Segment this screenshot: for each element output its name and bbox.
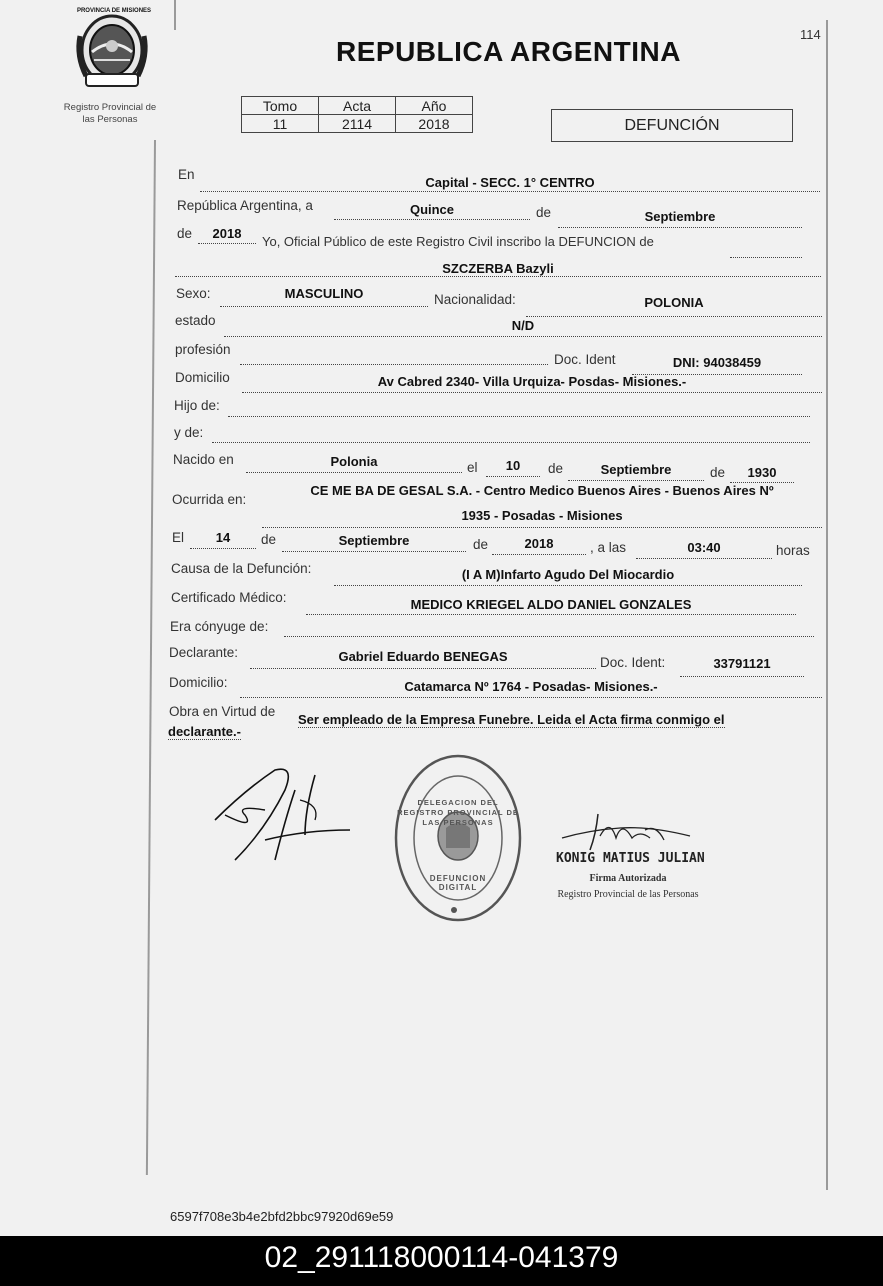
declarante-domicilio-value: Catamarca Nº 1764 - Posadas- Misiones.- [404, 679, 658, 694]
document-title: REPUBLICA ARGENTINA [336, 36, 681, 67]
doc-ident2-label: Doc. Ident: [600, 655, 666, 670]
fallec-dia-dots [190, 548, 256, 549]
declarant-signature [205, 760, 355, 870]
acta-header: Acta [319, 97, 396, 115]
domicilio2-label: Domicilio: [169, 675, 228, 690]
oficial-label: Yo, Oficial Público de este Registro Civil inscribo la DEFUNCION de [262, 234, 654, 249]
registry-label-line2: las Personas [82, 114, 138, 125]
conyuge-dots [284, 636, 814, 637]
dia-value: Quince [409, 202, 455, 217]
certificado-value: MEDICO KRIEGEL ALDO DANIEL GONZALES [410, 597, 692, 612]
de-n2-label: de [710, 465, 726, 480]
declarante-label: Declarante: [169, 645, 239, 660]
estado-label: estado [175, 313, 216, 328]
footer-code-bar: 02_291118000114-041379 [0, 1236, 883, 1286]
obra-label: Obra en Virtud de [169, 704, 276, 719]
fallec-anio-dots [492, 554, 586, 555]
domicilio-label: Domicilio [175, 370, 230, 385]
registry-label-line1: Registro Provincial de [63, 102, 157, 113]
signatory-role: Firma Autorizada [589, 873, 667, 884]
el-label: el [467, 460, 478, 475]
hora-dots [636, 558, 772, 559]
page-left-border [174, 0, 176, 30]
de-n1-label: de [548, 461, 564, 476]
tomo-value: 11 [242, 115, 319, 133]
fallec-mes-value: Septiembre [338, 533, 410, 548]
doc-ident-label: Doc. Ident [554, 352, 616, 367]
page-left-border-lower [146, 140, 156, 1175]
causa-dots [334, 585, 802, 586]
nacido-dia-dots [486, 476, 540, 477]
ocurrida-line1: CE ME BA DE GESAL S.A. - Centro Medico Buenos Aires - Buenos Aires Nº [310, 483, 774, 498]
anio-header: Año [396, 97, 473, 115]
tomo-header: Tomo [242, 97, 319, 115]
a-las-label: , a las [590, 540, 627, 555]
mes-value: Septiembre [644, 209, 716, 224]
nacionalidad-label: Nacionalidad: [434, 292, 516, 307]
profesion-dots [240, 364, 548, 365]
conyuge-label: Era cónyuge de: [170, 619, 269, 634]
fallec-dia-value: 14 [215, 530, 231, 545]
ocurrida-line2: 1935 - Posadas - Misiones [461, 508, 623, 523]
ocurrida-en-label: Ocurrida en: [172, 492, 247, 507]
dia-dots [334, 219, 530, 220]
domicilio-dots [242, 392, 822, 393]
ocurrida-dots [262, 527, 822, 528]
de2-label: de [177, 226, 193, 241]
signatory-name: KONIG MATIUS JULIAN [556, 851, 705, 866]
province-seal-logo [72, 6, 152, 92]
stamp-inner-text: DEFUNCION DIGITAL [429, 874, 487, 892]
nacido-lugar-dots [246, 472, 462, 473]
mes-dots [558, 227, 802, 228]
nacido-mes-dots [568, 480, 704, 481]
declarante-value: Gabriel Eduardo BENEGAS [338, 649, 508, 664]
nacido-anio-value: 1930 [747, 465, 777, 480]
nacionalidad-value: POLONIA [644, 295, 704, 310]
oficial-dots [730, 257, 802, 258]
acta-value: 2114 [319, 115, 396, 133]
certificado-dots [306, 614, 796, 615]
declarante-doc-value: 33791121 [713, 656, 771, 671]
hijo-de-label: Hijo de: [174, 398, 220, 413]
reference-header-row [242, 97, 473, 115]
obra-line2: declarante.- [168, 724, 241, 739]
y-de-label: y de: [174, 425, 204, 440]
declarante-doc-dots [680, 676, 804, 677]
anio-value: 2018 [396, 115, 473, 133]
declarante-domicilio-dots [240, 697, 822, 698]
dni-value: DNI: 94038459 [672, 355, 762, 370]
anio-value: 2018 [212, 226, 242, 241]
fallec-anio-value: 2018 [524, 536, 554, 551]
certificado-label: Certificado Médico: [171, 590, 287, 605]
nacido-lugar-value: Polonia [330, 454, 378, 469]
sexo-label: Sexo: [176, 286, 211, 301]
fallec-mes-dots [282, 551, 466, 552]
nacido-dia-value: 10 [505, 458, 521, 473]
domicilio-value: Av Cabred 2340- Villa Urquiza- Posdas- Misiones.- [377, 374, 687, 389]
y-de-dots [212, 442, 810, 443]
causa-value: (I A M)Infarto Agudo Del Miocardio [461, 567, 675, 582]
page-right-border [826, 20, 828, 1190]
de-o2-label: de [473, 537, 489, 552]
de-o1-label: de [261, 532, 277, 547]
reference-table [241, 96, 473, 133]
seal-top-text: PROVINCIA DE MISIONES [76, 8, 152, 14]
obra-line1: Ser empleado de la Empresa Funebre. Leida el Acta firma conmigo el [298, 712, 725, 727]
sexo-value: MASCULINO [284, 286, 364, 301]
page-number: 114 [800, 27, 821, 42]
lugar-value: Capital - SECC. 1° CENTRO [425, 175, 595, 190]
declarante-dots [250, 668, 596, 669]
horas-label: horas [776, 543, 810, 558]
nacido-mes-value: Septiembre [600, 462, 672, 477]
nombre-dots [175, 276, 821, 277]
hijo-de-dots [228, 416, 810, 417]
el2-label: El [172, 530, 185, 545]
anio-dots [198, 243, 256, 244]
nacido-en-label: Nacido en [173, 452, 234, 467]
sexo-dots [220, 306, 428, 307]
nombre-value: SZCZERBA Bazyli [442, 261, 554, 276]
registry-stamp [392, 752, 524, 924]
record-type-box: DEFUNCIÓN [551, 109, 793, 142]
en-label: En [178, 167, 195, 182]
hora-value: 03:40 [687, 540, 721, 555]
en-dots [200, 191, 820, 192]
reference-value-row [242, 115, 473, 133]
estado-value: N/D [511, 318, 535, 333]
republica-label: República Argentina, a [177, 198, 313, 213]
estado-dots [224, 336, 822, 337]
stamp-ring-text: DELEGACION DEL REGISTRO PROVINCIAL DE LAS PERSONAS [397, 798, 519, 827]
document-hash: 6597f708e3b4e2bfd2bbc97920d69e59 [170, 1209, 394, 1224]
de-label: de [536, 205, 552, 220]
causa-label: Causa de la Defunción: [171, 561, 312, 576]
nacionalidad-dots [526, 316, 822, 317]
signatory-office: Registro Provincial de las Personas [557, 889, 699, 900]
profesion-label: profesión [175, 342, 231, 357]
